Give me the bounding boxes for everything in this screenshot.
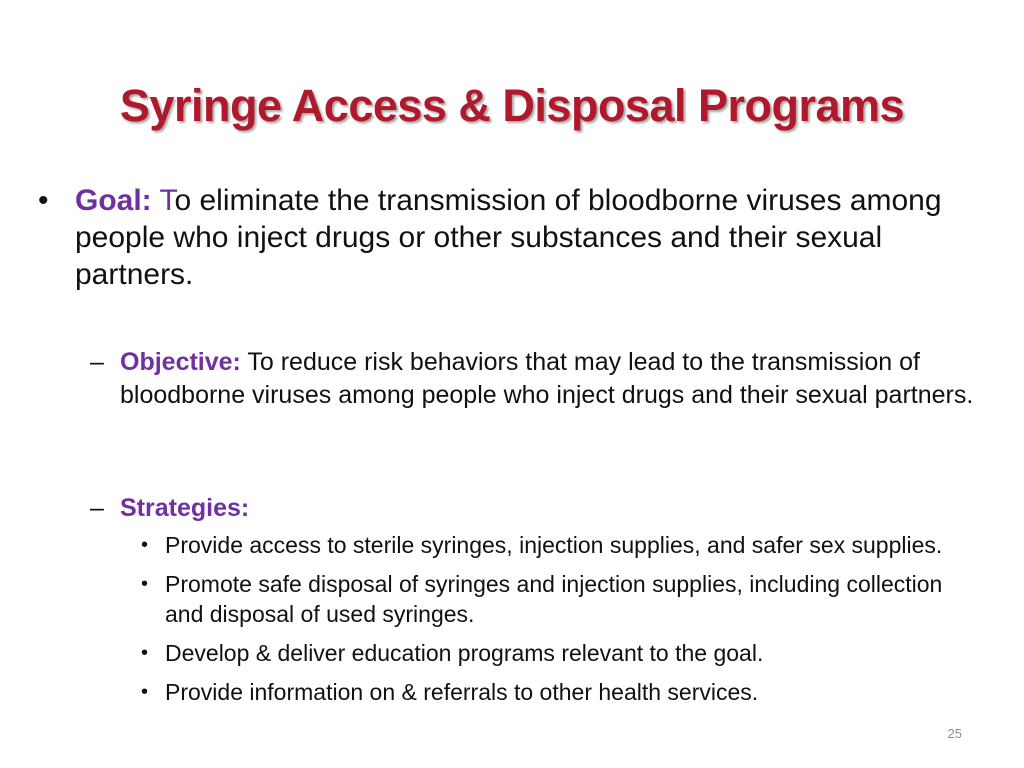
page-number: 25 [947,726,962,741]
strategy-item [141,638,965,668]
strategy-text: Develop & deliver education programs relevant to the goal. [165,640,764,666]
bullet-icon: • [38,184,49,217]
bullet-icon: • [141,534,149,556]
strategy-text: Provide information on & referrals to other health services. [165,679,759,705]
bullet-icon: • [141,681,149,703]
strategies-item [90,492,980,525]
goal-label: Goal: [75,184,152,217]
bullet-icon: • [141,573,149,595]
slide-title: Syringe Access & Disposal Programs [119,80,905,131]
strategy-item [141,677,965,707]
objective-item [90,346,980,412]
bullet-icon: • [141,642,149,664]
strategy-text: Provide access to sterile syringes, injection supplies, and safer sex supplies. [165,532,943,558]
goal-first-letter: T [159,184,175,217]
strategy-item [141,569,965,629]
goal-text: o eliminate the transmission of bloodborne viruses among people who inject drugs or other substances and their sexual partners. [75,184,942,291]
strategies-list [141,530,965,716]
goal-bullet-item [38,182,955,293]
objective-text: To reduce risk behaviors that may lead to the transmission of bloodborne viruses among people who inject drugs and their sexual partners. [120,348,974,409]
strategy-item [141,530,965,560]
dash-icon: – [90,348,104,376]
dash-icon: – [90,494,104,522]
strategies-label: Strategies: [120,494,250,522]
strategy-text: Promote safe disposal of syringes and injection supplies, including collection and disposal of used syringes. [165,571,943,627]
objective-label: Objective: [120,348,241,376]
